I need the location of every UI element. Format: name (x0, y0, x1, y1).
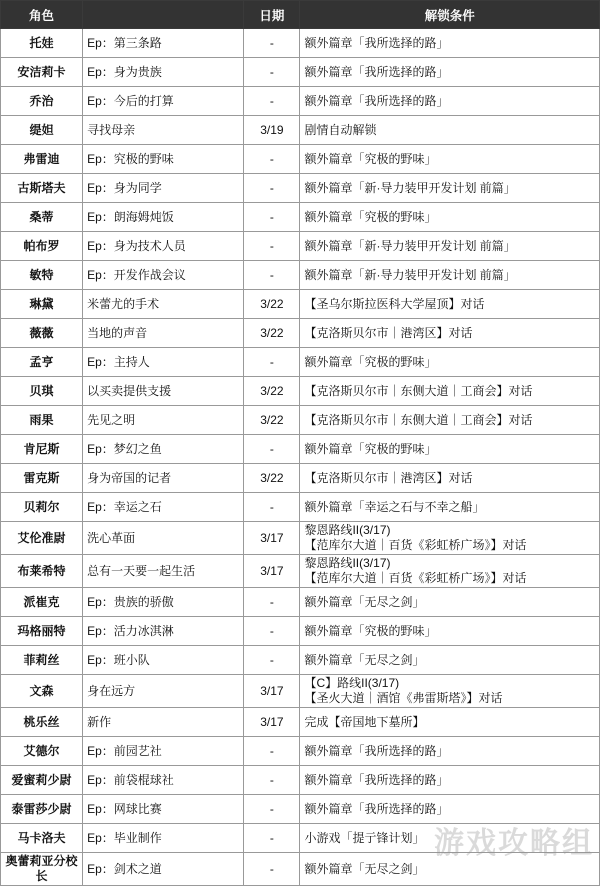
condition-line: 额外篇章「我所选择的路」 (304, 743, 449, 758)
condition-line: 额外篇章「幸运之石与不幸之船」 (304, 499, 485, 514)
cell-date: 3/22 (244, 406, 300, 435)
cell-date: - (244, 646, 300, 675)
cell-date: - (244, 493, 300, 522)
cell-character: 玛格丽特 (1, 617, 83, 646)
cell-event: 寻找母亲 (83, 116, 244, 145)
cell-character: 安洁莉卡 (1, 58, 83, 87)
cell-event: 洗心革面 (83, 522, 244, 555)
cell-condition (300, 493, 600, 522)
cell-event: Ep：网球比赛 (83, 795, 244, 824)
header-event (83, 1, 244, 29)
cell-character: 菲莉丝 (1, 646, 83, 675)
cell-event: Ep：活力冰淇淋 (83, 617, 244, 646)
table-row (1, 174, 600, 203)
cell-condition (300, 377, 600, 406)
cell-event: 身为帝国的记者 (83, 464, 244, 493)
cell-character: 马卡洛夫 (1, 824, 83, 853)
cell-character: 桃乐丝 (1, 708, 83, 737)
cell-event: Ep：班小队 (83, 646, 244, 675)
condition-line: 【圣乌尔斯拉医科大学屋顶】对话 (304, 296, 485, 311)
table-row (1, 232, 600, 261)
cell-character: 爱蜜莉少尉 (1, 766, 83, 795)
cell-character: 贝琪 (1, 377, 83, 406)
table-row (1, 493, 600, 522)
cell-character: 艾伦准尉 (1, 522, 83, 555)
cell-condition (300, 290, 600, 319)
cell-character: 雷克斯 (1, 464, 83, 493)
cell-date: 3/22 (244, 319, 300, 348)
cell-condition (300, 675, 600, 708)
cell-event: 新作 (83, 708, 244, 737)
condition-line: 小游戏「提亍锋计划」 (304, 830, 425, 845)
cell-character: 派崔克 (1, 588, 83, 617)
table-header (1, 1, 600, 29)
condition-line: 额外篇章「新·导力装甲开发计划 前篇」 (304, 180, 516, 195)
cell-event: Ep：毕业制作 (83, 824, 244, 853)
cell-character: 桑蒂 (1, 203, 83, 232)
header-date: 日期 (244, 1, 300, 29)
cell-condition (300, 232, 600, 261)
cell-condition (300, 555, 600, 588)
cell-condition (300, 145, 600, 174)
table-row (1, 145, 600, 174)
cell-date: - (244, 261, 300, 290)
cell-event: Ep：贵族的骄傲 (83, 588, 244, 617)
cell-condition (300, 737, 600, 766)
cell-date: - (244, 203, 300, 232)
table-body (1, 29, 600, 886)
condition-line: 额外篇章「我所选择的路」 (304, 64, 449, 79)
cell-date: - (244, 766, 300, 795)
cell-date: - (244, 853, 300, 886)
condition-line: 额外篇章「究极的野味」 (304, 354, 437, 369)
cell-event: Ep：第三条路 (83, 29, 244, 58)
cell-date: - (244, 145, 300, 174)
cell-character: 雨果 (1, 406, 83, 435)
cell-condition (300, 824, 600, 853)
cell-date: 3/22 (244, 464, 300, 493)
condition-line: 【克洛斯贝尔市｜东侧大道｜工商会】对话 (304, 383, 533, 398)
cell-date: - (244, 29, 300, 58)
cell-character: 孟亨 (1, 348, 83, 377)
cell-event: Ep：今后的打算 (83, 87, 244, 116)
cell-event: Ep：究极的野味 (83, 145, 244, 174)
cell-date: 3/22 (244, 290, 300, 319)
table-row (1, 617, 600, 646)
cell-date: 3/17 (244, 522, 300, 555)
condition-line: 【范库尔大道｜百货《彩虹桥广场》】对话 (304, 571, 527, 585)
cell-date: 3/17 (244, 555, 300, 588)
cell-character: 缇妲 (1, 116, 83, 145)
cell-condition (300, 116, 600, 145)
condition-line: 【C】路线II(3/17) (304, 676, 400, 690)
table-row (1, 203, 600, 232)
condition-line: 额外篇章「新·导力装甲开发计划 前篇」 (304, 267, 516, 282)
cell-event: Ep：身为贵族 (83, 58, 244, 87)
cell-condition (300, 853, 600, 886)
cell-event: Ep：身为技术人员 (83, 232, 244, 261)
cell-character: 薇薇 (1, 319, 83, 348)
condition-line: 黎恩路线II(3/17) (304, 556, 391, 570)
table-row (1, 675, 600, 708)
cell-condition (300, 319, 600, 348)
cell-character: 奥蕾莉亚分校长 (1, 853, 83, 886)
table-row (1, 435, 600, 464)
cell-date: 3/17 (244, 708, 300, 737)
table-row (1, 29, 600, 58)
table-row (1, 766, 600, 795)
cell-character: 弗雷迪 (1, 145, 83, 174)
cell-condition (300, 203, 600, 232)
cell-character: 文森 (1, 675, 83, 708)
cell-character: 艾德尔 (1, 737, 83, 766)
cell-condition (300, 708, 600, 737)
table-row (1, 646, 600, 675)
condition-line: 剧情自动解锁 (304, 122, 377, 137)
table-row (1, 588, 600, 617)
cell-date: - (244, 87, 300, 116)
cell-event: 米蕾尤的手术 (83, 290, 244, 319)
condition-line: 【克洛斯贝尔市｜港湾区】对话 (304, 470, 473, 485)
cell-date: - (244, 232, 300, 261)
cell-condition (300, 617, 600, 646)
cell-event: Ep：梦幻之鱼 (83, 435, 244, 464)
cell-event: Ep：主持人 (83, 348, 244, 377)
condition-line: 额外篇章「我所选择的路」 (304, 93, 449, 108)
cell-condition (300, 464, 600, 493)
cell-date: - (244, 435, 300, 464)
table-row (1, 58, 600, 87)
cell-event: Ep：开发作战会议 (83, 261, 244, 290)
condition-line: 额外篇章「我所选择的路」 (304, 801, 449, 816)
cell-event: Ep：前园艺社 (83, 737, 244, 766)
condition-line: 额外篇章「新·导力装甲开发计划 前篇」 (304, 238, 516, 253)
cell-date: - (244, 58, 300, 87)
cell-character: 乔治 (1, 87, 83, 116)
table-row (1, 795, 600, 824)
cell-date: - (244, 174, 300, 203)
cell-condition (300, 646, 600, 675)
cell-date: 3/17 (244, 675, 300, 708)
cell-event: 身在远方 (83, 675, 244, 708)
table-row (1, 290, 600, 319)
cell-condition (300, 522, 600, 555)
cell-condition (300, 435, 600, 464)
table-row (1, 853, 600, 886)
condition-line: 额外篇章「究极的野味」 (304, 151, 437, 166)
cell-character: 泰雷莎少尉 (1, 795, 83, 824)
cell-condition (300, 87, 600, 116)
cell-date: - (244, 617, 300, 646)
condition-line: 额外篇章「我所选择的路」 (304, 772, 449, 787)
cell-event: Ep：幸运之石 (83, 493, 244, 522)
cell-condition (300, 174, 600, 203)
condition-line: 【克洛斯贝尔市｜港湾区】对话 (304, 325, 473, 340)
condition-line: 黎恩路线II(3/17) (304, 523, 391, 537)
cell-event: Ep：身为同学 (83, 174, 244, 203)
cell-character: 肯尼斯 (1, 435, 83, 464)
cell-character: 琳黛 (1, 290, 83, 319)
cell-character: 布莱希特 (1, 555, 83, 588)
cell-event: Ep：朗海姆炖饭 (83, 203, 244, 232)
condition-line: 额外篇章「无尽之剑」 (304, 652, 425, 667)
condition-line: 额外篇章「无尽之剑」 (304, 861, 425, 876)
condition-line: 【范库尔大道｜百货《彩虹桥广场》】对话 (304, 538, 527, 552)
table-row (1, 116, 600, 145)
header-condition: 解锁条件 (300, 1, 600, 29)
condition-line: 额外篇章「究极的野味」 (304, 623, 437, 638)
cell-condition (300, 58, 600, 87)
condition-line: 【圣火大道｜酒馆《弗雷斯塔》】对话 (304, 691, 503, 705)
cell-date: 3/22 (244, 377, 300, 406)
table-row (1, 319, 600, 348)
cell-condition (300, 29, 600, 58)
cell-character: 帕布罗 (1, 232, 83, 261)
cell-date: 3/19 (244, 116, 300, 145)
condition-line: 完成【帝国地下墓所】 (304, 714, 425, 729)
table-header-row (1, 1, 600, 29)
cell-event: 总有一天要一起生活 (83, 555, 244, 588)
cell-character: 敏特 (1, 261, 83, 290)
condition-line: 额外篇章「无尽之剑」 (304, 594, 425, 609)
cell-condition (300, 406, 600, 435)
cell-event: 当地的声音 (83, 319, 244, 348)
cell-event: Ep：剑术之道 (83, 853, 244, 886)
table-row (1, 464, 600, 493)
table-row (1, 737, 600, 766)
cell-condition (300, 795, 600, 824)
cell-date: - (244, 348, 300, 377)
cell-condition (300, 588, 600, 617)
cell-character: 古斯塔夫 (1, 174, 83, 203)
cell-event: Ep：前袋棍球社 (83, 766, 244, 795)
table-row (1, 261, 600, 290)
cell-date: - (244, 795, 300, 824)
cell-condition (300, 261, 600, 290)
cell-condition (300, 348, 600, 377)
condition-line: 额外篇章「究极的野味」 (304, 441, 437, 456)
table-row (1, 824, 600, 853)
cell-date: - (244, 737, 300, 766)
table-row (1, 87, 600, 116)
table-row (1, 708, 600, 737)
table-row (1, 555, 600, 588)
condition-line: 额外篇章「究极的野味」 (304, 209, 437, 224)
condition-line: 【克洛斯贝尔市｜东侧大道｜工商会】对话 (304, 412, 533, 427)
table-row (1, 406, 600, 435)
cell-condition (300, 766, 600, 795)
watermark: 游戏攻略组 (434, 827, 594, 860)
table-row (1, 348, 600, 377)
cell-event: 先见之明 (83, 406, 244, 435)
header-character: 角色 (1, 1, 83, 29)
cell-character: 贝莉尔 (1, 493, 83, 522)
condition-line: 额外篇章「我所选择的路」 (304, 35, 449, 50)
cell-character: 托娃 (1, 29, 83, 58)
cell-date: - (244, 824, 300, 853)
cell-date: - (244, 588, 300, 617)
table-row (1, 377, 600, 406)
cell-event: 以买卖提供支援 (83, 377, 244, 406)
table-row (1, 522, 600, 555)
